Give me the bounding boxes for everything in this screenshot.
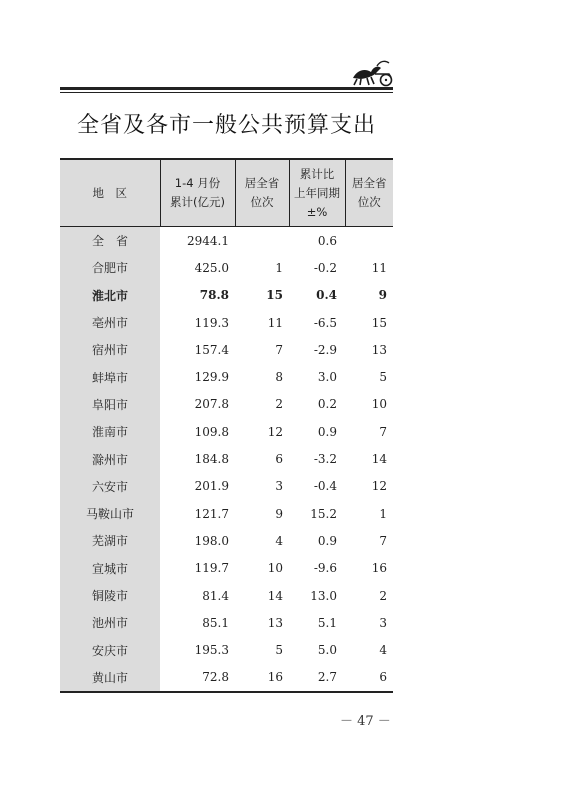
- cell-rank2: 7: [379, 533, 387, 548]
- table-row: [60, 473, 393, 500]
- column-header-line: 地 区: [92, 185, 127, 200]
- cell-change: 3.0: [317, 370, 337, 385]
- cell-change: 0.9: [317, 533, 337, 548]
- page-title: 全省及各市一般公共预算支出: [76, 113, 376, 138]
- table-row: [60, 309, 393, 336]
- column-header-line: 位次: [250, 195, 274, 209]
- cell-change: 2.7: [289, 664, 345, 692]
- column-header-line: 1-4 月份: [174, 176, 221, 190]
- cell-rank1: 10: [267, 561, 283, 576]
- table-row: [60, 664, 393, 692]
- cell-change: -0.4: [313, 479, 337, 494]
- table-row: [60, 391, 393, 418]
- column-header-line: ±%: [306, 204, 328, 219]
- table-row: [60, 254, 393, 281]
- cell-rank2: 7: [379, 424, 387, 439]
- cell-rank2: 12: [371, 479, 387, 494]
- cell-change: 0.2: [317, 397, 337, 412]
- cell-region: 马鞍山市: [60, 500, 160, 527]
- cell-change: -0.2: [313, 260, 337, 275]
- cell-region: 宿州市: [60, 336, 160, 363]
- cell-region: 宣城市: [60, 555, 160, 582]
- header-rule-thick: [60, 87, 393, 90]
- table-row: [60, 527, 393, 554]
- cell-cumulative: 184.8: [194, 452, 229, 467]
- cell-cumulative: 157.4: [194, 342, 229, 357]
- table-row: [60, 636, 393, 663]
- cell-region: 亳州市: [60, 309, 160, 336]
- cell-rank1: 1: [275, 260, 283, 275]
- cell-rank2: [345, 227, 393, 255]
- column-header-line: 居全省: [352, 176, 387, 190]
- cell-rank2: 5: [379, 370, 387, 385]
- cell-region: 全 省: [60, 227, 160, 255]
- cell-region: 合肥市: [60, 254, 160, 281]
- table-row: [60, 582, 393, 609]
- cell-region: 六安市: [60, 473, 160, 500]
- cell-rank1: 3: [275, 479, 283, 494]
- cell-rank2: 14: [371, 452, 387, 467]
- table-row: [60, 336, 393, 363]
- cell-change: -2.9: [313, 342, 337, 357]
- cell-rank2: 13: [371, 342, 387, 357]
- table-row: [60, 500, 393, 527]
- cell-rank1: 2: [275, 397, 283, 412]
- cell-cumulative: 119.3: [194, 315, 229, 330]
- cell-cumulative: 2944.1: [187, 233, 229, 248]
- table-body: [60, 227, 393, 693]
- cell-rank2: 15: [371, 315, 387, 330]
- table-row: [60, 227, 393, 255]
- horse-chariot-emblem-icon: [347, 58, 395, 88]
- cell-change: -6.5: [313, 315, 337, 330]
- cell-region: 淮北市: [60, 282, 160, 309]
- cell-rank2: 3: [379, 615, 387, 630]
- column-header-1: [60, 159, 160, 227]
- cell-region: 淮南市: [60, 418, 160, 445]
- cell-cumulative: 198.0: [194, 533, 229, 548]
- cell-rank1: 4: [275, 533, 283, 548]
- cell-change: 5.1: [317, 615, 337, 630]
- header-rule-thin: [60, 92, 393, 93]
- column-header-3: [235, 159, 289, 227]
- column-header-2: [160, 159, 235, 227]
- cell-rank1: 15: [266, 288, 283, 303]
- cell-rank1: 7: [275, 342, 283, 357]
- cell-cumulative: 201.9: [194, 479, 229, 494]
- cell-change: -3.2: [313, 452, 337, 467]
- cell-rank1: 13: [267, 615, 283, 630]
- cell-rank2: 9: [378, 288, 387, 303]
- cell-change: -9.6: [313, 561, 337, 576]
- cell-rank2: 1: [379, 506, 387, 521]
- cell-region: 蚌埠市: [60, 363, 160, 390]
- column-header-line: 上年同期: [294, 185, 340, 200]
- budget-expenditure-table: [60, 158, 393, 693]
- table-row: [60, 282, 393, 309]
- page-number: － 47 －: [340, 714, 391, 729]
- cell-rank1: 8: [275, 370, 283, 385]
- table-row: [60, 418, 393, 445]
- cell-region: 黄山市: [60, 664, 160, 692]
- cell-cumulative: 81.4: [202, 588, 229, 603]
- cell-cumulative: 78.8: [199, 288, 229, 303]
- table-row: [60, 555, 393, 582]
- table-row: [60, 445, 393, 472]
- cell-rank2: 2: [379, 588, 387, 603]
- column-header-line: 累计(亿元): [170, 195, 225, 209]
- cell-rank2: 4: [379, 643, 387, 658]
- column-header-5: [345, 159, 393, 227]
- cell-change: 5.0: [317, 643, 337, 658]
- cell-region: 铜陵市: [60, 582, 160, 609]
- column-header-line: 位次: [357, 195, 381, 209]
- cell-rank1: 12: [267, 424, 283, 439]
- cell-change: 13.0: [310, 588, 337, 603]
- cell-change: 0.9: [317, 424, 337, 439]
- cell-rank1: 5: [275, 643, 283, 658]
- column-header-line: 居全省: [244, 176, 280, 190]
- table-header: [60, 159, 393, 227]
- cell-rank2: 16: [371, 561, 387, 576]
- column-header-4: [289, 159, 345, 227]
- cell-cumulative: 109.8: [194, 424, 229, 439]
- cell-region: 芜湖市: [60, 527, 160, 554]
- table-row: [60, 609, 393, 636]
- cell-rank1: 14: [267, 588, 283, 603]
- cell-region: 池州市: [60, 609, 160, 636]
- table-row: [60, 363, 393, 390]
- cell-rank1: 16: [235, 664, 289, 692]
- cell-region: 阜阳市: [60, 391, 160, 418]
- column-header-line: 累计比: [299, 166, 335, 181]
- cell-change: 0.6: [317, 233, 337, 248]
- cell-rank2: 11: [371, 260, 387, 275]
- cell-rank2: 6: [345, 664, 393, 692]
- cell-cumulative: 72.8: [160, 664, 235, 692]
- cell-cumulative: 195.3: [194, 643, 229, 658]
- cell-rank1: 9: [275, 506, 283, 521]
- cell-cumulative: 129.9: [194, 370, 229, 385]
- cell-change: 0.4: [316, 288, 337, 303]
- cell-rank1: [235, 227, 289, 255]
- cell-rank2: 10: [371, 397, 387, 412]
- cell-cumulative: 85.1: [202, 615, 229, 630]
- cell-cumulative: 119.7: [194, 561, 229, 576]
- cell-change: 15.2: [310, 506, 337, 521]
- cell-cumulative: 207.8: [194, 397, 229, 412]
- cell-region: 滁州市: [60, 445, 160, 472]
- cell-cumulative: 425.0: [194, 260, 229, 275]
- cell-cumulative: 121.7: [194, 506, 229, 521]
- cell-region: 安庆市: [60, 636, 160, 663]
- cell-rank1: 11: [267, 315, 283, 330]
- cell-rank1: 6: [275, 452, 283, 467]
